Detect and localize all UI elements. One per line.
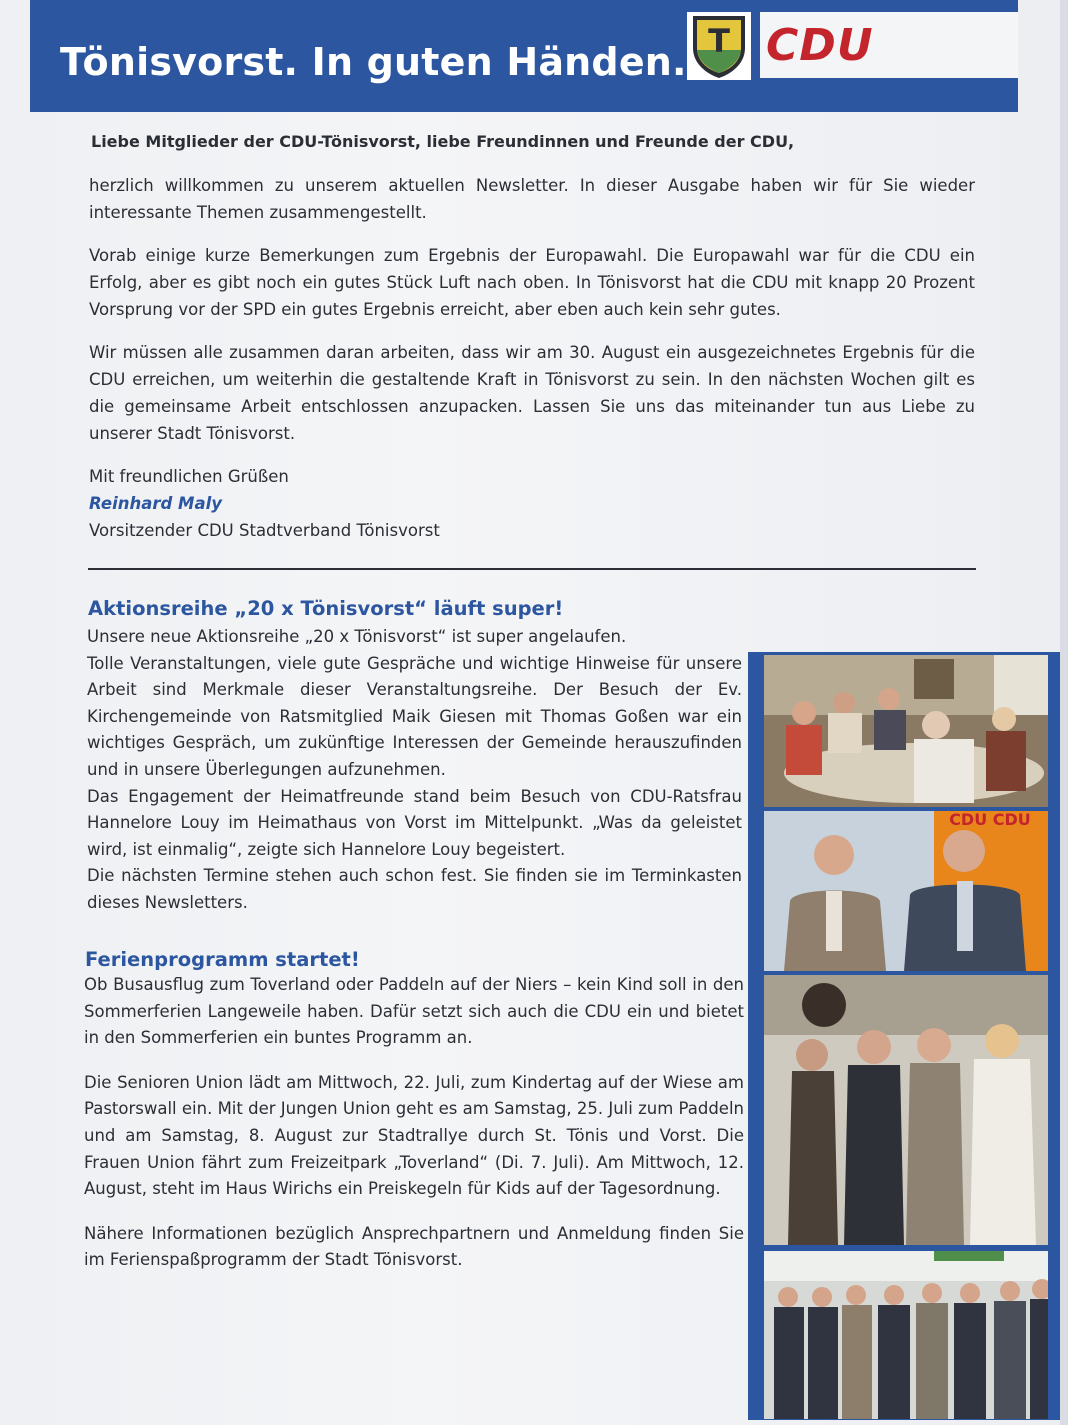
section-paragraph: Tolle Veranstaltungen, viele gute Gespräche und wichtige Hinweise für unsere Arbeit sind Merkmale dieser Veranstaltungsreihe. Der Besuch der Ev. Kirchengemeinde von Ratsmitglied Maik Giesen mit Thomas Goßen war ein wichtiges Gespräch, um zukünftige Interessen der Gemeinde herauszufinden und in unsere Überlegungen aufzunehmen. <box>87 653 742 779</box>
photo-group-four <box>764 975 1048 1245</box>
photo-church-meeting <box>764 655 1048 807</box>
section-heading-ferienprogramm: Ferienprogramm startet! <box>85 948 360 971</box>
section-body-aktionsreihe <box>87 624 742 917</box>
letter-body <box>89 172 975 544</box>
letter-paragraph: herzlich willkommen zu unserem aktuellen Newsletter. In dieser Ausgabe haben wir für Sie wieder interessante Themen zusammengestellt. <box>89 176 975 222</box>
section-divider <box>88 568 976 570</box>
signature-name: Reinhard Maly <box>89 494 223 513</box>
signature-role: Vorsitzender CDU Stadtverband Tönisvorst <box>89 521 440 540</box>
crest-letter: T <box>708 22 730 60</box>
photo-heimathaus-visit <box>764 811 1048 971</box>
section-paragraph: Die nächsten Termine stehen auch schon fest. Sie finden sie im Terminkasten dieses Newsletters. <box>87 866 742 912</box>
section-paragraph: Nähere Informationen bezüglich Ansprechpartnern und Anmeldung finden Sie im Ferienspaßprogramm der Stadt Tönisvorst. <box>84 1223 744 1270</box>
section-paragraph: Unsere neue Aktionsreihe „20 x Tönisvorst“ ist super angelaufen. <box>87 627 627 646</box>
letter-paragraph: Wir müssen alle zusammen daran arbeiten, dass wir am 30. August ein ausgezeichnetes Ergebnis für die CDU erreichen, um weiterhin die gestaltende Kraft in Tönisvorst zu sein. In den nächsten Wochen gilt es die gemeinsame Arbeit entschlossen anzupacken. Lassen Sie uns das miteinander tun aus Liebe zu unserer Stadt Tönisvorst. <box>89 343 975 443</box>
section-paragraph: Das Engagement der Heimatfreunde stand beim Besuch von CDU-Ratsfrau Hannelore Louy im Heimathaus von Vorst im Mittelpunkt. „Was da geleistet wird, ist einmalig“, zeigte sich Hannelore Louy begeistert. <box>87 786 742 859</box>
letter-paragraph: Vorab einige kurze Bemerkungen zum Ergebnis der Europawahl. Die Europawahl war für die CDU ein Erfolg, aber es gibt noch ein gutes Stück Luft nach oben. In Tönisvorst hat die CDU mit knapp 20 Prozent Vorsprung vor der SPD ein gutes Ergebnis erreicht, aber eben auch kein sehr gutes. <box>89 246 975 319</box>
section-paragraph: Ob Busausflug zum Toverland oder Paddeln auf der Niers – kein Kind soll in den Sommerferien Langeweile haben. Dafür setzt sich auch die CDU ein und bietet in den Sommerferien ein buntes Programm an. <box>84 975 744 1048</box>
section-heading-aktionsreihe: Aktionsreihe „20 x Tönisvorst“ läuft super! <box>88 597 564 620</box>
section-paragraph: Die Senioren Union lädt am Mittwoch, 22. Juli, zum Kindertag auf der Wiese am Pastorswall ein. Mit der Jungen Union geht es am Samstag, 25. Juli zum Paddeln und am Samstag, 8. August zur Stadtrallye durch St. Tönis und Vorst. Die Frauen Union fährt zum Freizeitpark „Toverland“ (Di. 7. Juli). Am Mittwoch, 12. August, steht im Haus Wirichs ein Preiskegeln für Kids auf der Tagesordnung. <box>84 1072 744 1199</box>
cdu-logo: CDU <box>766 20 874 71</box>
letter-closing: Mit freundlichen Grüßen <box>89 467 289 486</box>
section-body-ferienprogramm <box>84 972 744 1274</box>
photo-group-men <box>764 1251 1048 1419</box>
letter-greeting: Liebe Mitglieder der CDU-Tönisvorst, liebe Freundinnen und Freunde der CDU, <box>91 132 795 151</box>
header-title: Tönisvorst. In guten Händen. <box>60 40 687 84</box>
photo-banner-text: CDU CDU <box>949 811 1031 829</box>
toenisvorst-crest-icon <box>687 12 751 80</box>
